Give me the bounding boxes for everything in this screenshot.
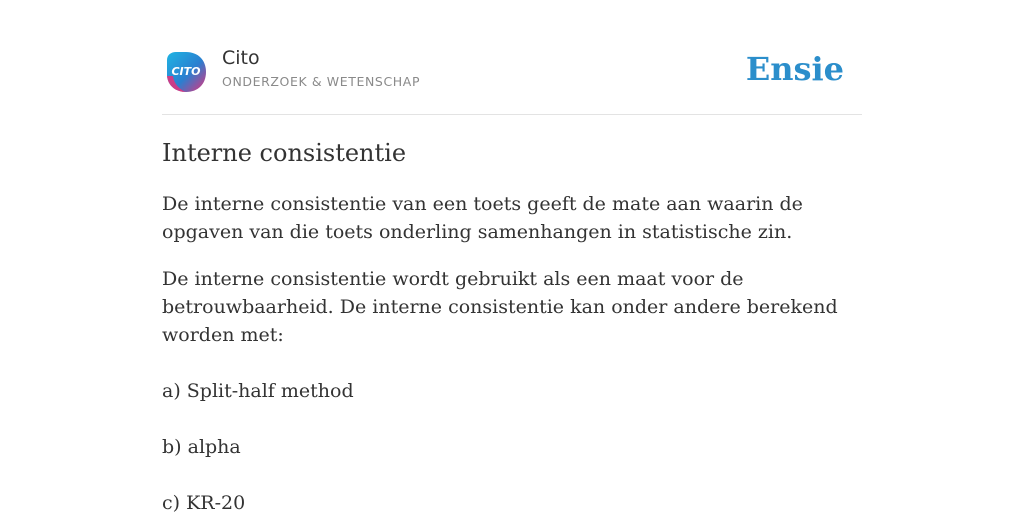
site-logo-link[interactable]: Ensie	[745, 50, 844, 88]
article	[162, 136, 862, 512]
list-item: a) Split-half method	[162, 380, 354, 402]
cito-logo[interactable]	[164, 50, 208, 94]
brand-name: Cito	[222, 47, 260, 69]
article-title: Interne consistentie	[162, 139, 407, 167]
list-item: c) KR-20	[162, 492, 246, 512]
article-paragraph: De interne consistentie wordt gebruikt als een maat voor de betrouwbaarheid. De interne consistentie kan onder andere berekend worden met:	[162, 268, 838, 346]
brand-subtitle: ONDERZOEK & WETENSCHAP	[222, 74, 421, 89]
article-paragraph: De interne consistentie van een toets geeft de mate aan waarin de opgaven van die toets onderling samenhangen in statistische zin.	[162, 193, 803, 243]
cito-logo-text: CITO	[171, 65, 201, 78]
list-item: b) alpha	[162, 436, 241, 458]
header	[162, 44, 862, 115]
